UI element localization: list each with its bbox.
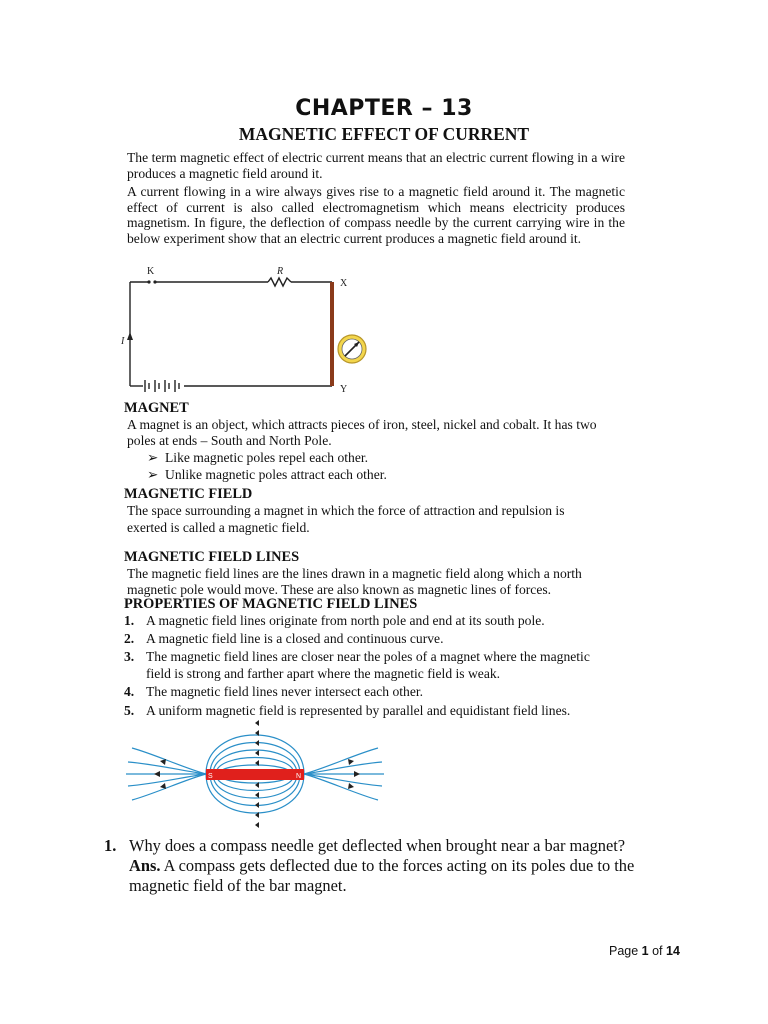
chapter-title: CHAPTER – 13 (295, 96, 473, 121)
page-number: Page 1 of 14 (609, 944, 680, 958)
magnetic-field-heading: MAGNETIC FIELD (124, 486, 253, 502)
chapter-subtitle: MAGNETIC EFFECT OF CURRENT (238, 124, 530, 144)
answer-line-1: Ans. A compass gets deflected due to the forces acting on its poles due to the (129, 856, 635, 875)
pole-label-s: S (208, 773, 213, 780)
property-item-2: 2. A magnetic field line is a closed and continuous curve. (124, 631, 444, 646)
magnetic-field-line-2: exerted is called a magnetic field. (127, 520, 310, 535)
property-item-1: 1. A magnetic field lines originate from north pole and end at its south pole. (124, 613, 545, 628)
current-arrow-icon (127, 332, 133, 340)
intro-paragraph-1: The term magnetic effect of electric current means that an electric current flowing in a wire produces a magnetic field around it. (127, 150, 625, 181)
key-symbol (147, 280, 156, 283)
magnet-line-2: poles at ends – South and North Pole. (127, 433, 332, 448)
magnet-bullet-1: ➢ Like magnetic poles repel each other. (147, 450, 369, 465)
property-item-5: 5. A uniform magnetic field is represented by parallel and equidistant field lines. (124, 703, 571, 718)
circuit-diagram (118, 262, 370, 400)
label-r: R (277, 266, 284, 277)
label-i: I (121, 336, 125, 347)
property-item-3-continued: field is strong and farther apart where the magnetic field is weak. (146, 666, 501, 681)
field-lines-heading: MAGNETIC FIELD LINES (124, 549, 300, 565)
magnet-bullet-2: ➢ Unlike magnetic poles attract each other. (147, 467, 387, 482)
question-1: 1. Why does a compass needle get deflected when brought near a bar magnet? (104, 836, 626, 855)
field-lines-line-2: magnetic pole would move. These are also known as magnetic lines of forces. (127, 582, 552, 597)
property-item-3: 3. The magnetic field lines are closer near the poles of a magnet where the magnetic (124, 649, 590, 664)
intro-paragraph-2: A current flowing in a wire always gives rise to a magnetic field around it. The magnetic effect of current is also called electromagnetism which means electricity produces magnetism. In figure, the deflection of compass needle by the current carrying wire in the below experiment show that an electric current produces a magnetic field around it. (127, 184, 625, 246)
pole-label-n: N (296, 773, 302, 780)
property-item-4: 4. The magnetic field lines never intersect each other. (124, 684, 424, 699)
label-k: K (147, 266, 155, 277)
bar-magnet (206, 769, 304, 780)
bar-magnet-field-diagram (124, 718, 386, 828)
bullet-arrow-icon: ➢ (147, 450, 159, 465)
label-x: X (340, 278, 348, 289)
properties-heading: PROPERTIES OF MAGNETIC FIELD LINES (124, 596, 418, 612)
battery-icon (145, 380, 179, 392)
magnetic-field-line-1: The space surrounding a magnet in which the force of attraction and repulsion is (127, 503, 565, 518)
field-lines-line-1: The magnetic field lines are the lines drawn in a magnetic field along which a north (127, 566, 582, 581)
label-y: Y (340, 384, 348, 395)
magnet-line-1: A magnet is an object, which attracts pieces of iron, steel, nickel and cobalt. It has two (127, 417, 597, 432)
bullet-arrow-icon: ➢ (147, 467, 159, 482)
compass-icon (338, 335, 366, 363)
magnet-heading: MAGNET (124, 400, 189, 416)
answer-line-2: magnetic field of the bar magnet. (129, 876, 347, 895)
